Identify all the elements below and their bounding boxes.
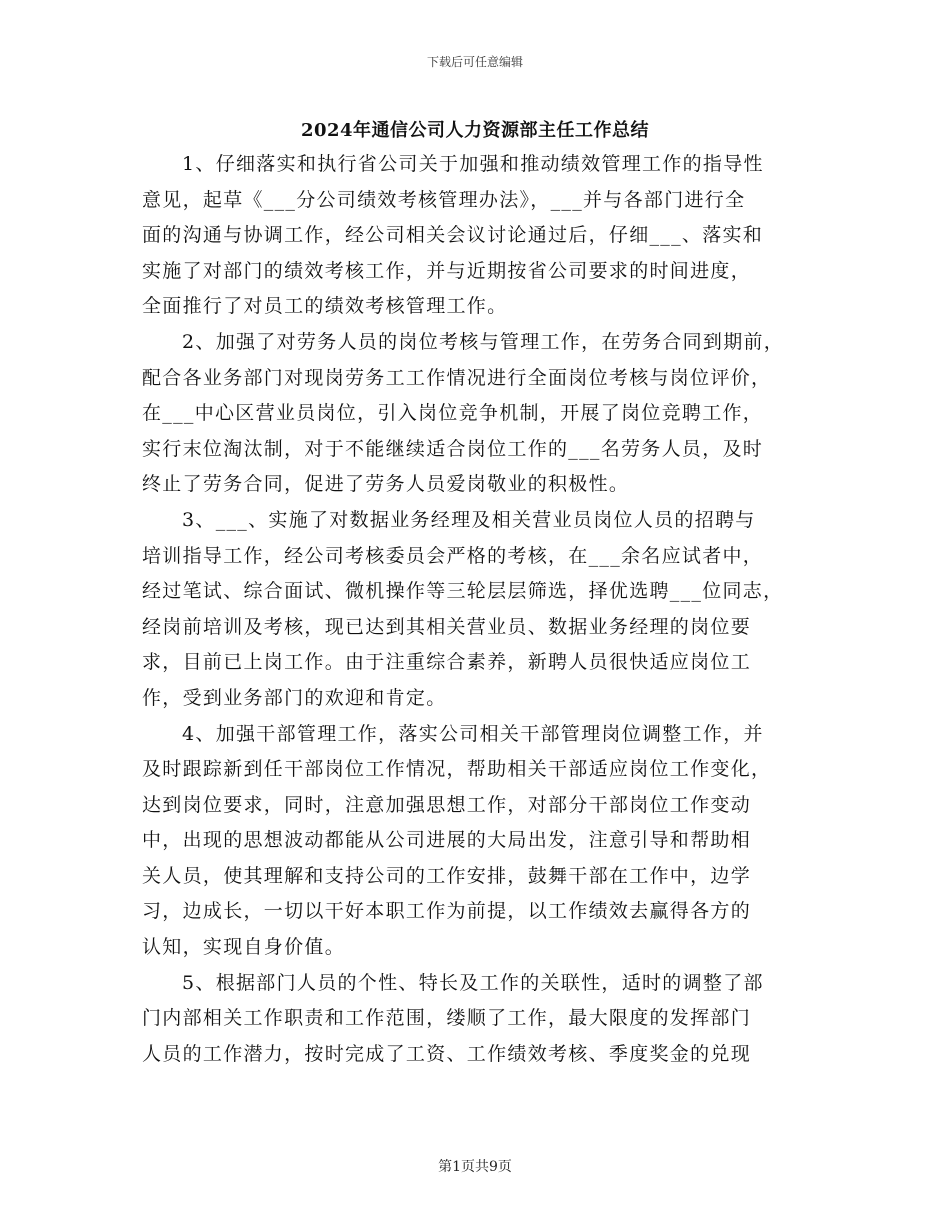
document-body [142, 147, 822, 1072]
paragraph-line: 在___中心区营业员岗位，引入岗位竞争机制，开展了岗位竞聘工作， [142, 402, 764, 425]
paragraph-line: 4、加强干部管理工作，落实公司相关干部管理岗位调整工作，并 [182, 722, 764, 745]
paragraph-3 [142, 503, 822, 717]
paragraph-line: 求，目前已上岗工作。由于注重综合素养，新聘人员很快适应岗位工 [142, 651, 752, 674]
paragraph-5 [142, 966, 822, 1073]
paragraph-line: 实行末位淘汰制，对于不能继续适合岗位工作的___名劳务人员，及时 [142, 437, 764, 460]
paragraph-line: 及时跟踪新到任干部岗位工作情况，帮助相关干部适应岗位工作变化， [142, 758, 772, 781]
paragraph-line: 2、加强了对劳务人员的岗位考核与管理工作，在劳务合同到期前， [182, 330, 785, 353]
paragraph-line: 1、仔细落实和执行省公司关于加强和推动绩效管理工作的指导性 [182, 153, 764, 175]
paragraph-line: 5、根据部门人员的个性、特长及工作的关联性，适时的调整了部 [182, 971, 764, 994]
paragraph-2 [142, 325, 822, 503]
paragraph-line: 全面推行了对员工的绩效考核管理工作。 [142, 295, 508, 318]
header-note: 下载后可任意编辑 [426, 55, 523, 69]
paragraph-line: 认知，实现自身价值。 [142, 936, 346, 959]
paragraph-line: 中，出现的思想波动都能从公司进展的大局出发，注意引导和帮助相 [142, 829, 752, 852]
paragraph-line: 3、___、实施了对数据业务经理及相关营业员岗位人员的招聘与 [182, 508, 756, 531]
paragraph-line: 终止了劳务合同，促进了劳务人员爱岗敬业的积极性。 [142, 473, 630, 496]
paragraph-line: 面的沟通与协调工作，经公司相关会议讨论通过后，仔细___、落实和 [142, 224, 764, 247]
paragraph-line: 培训指导工作，经公司考核委员会严格的考核，在___余名应试者中， [142, 544, 764, 567]
paragraph-line: 作，受到业务部门的欢迎和肯定。 [142, 686, 447, 709]
paragraph-line: 配合各业务部门对现岗劳务工工作情况进行全面岗位考核与岗位评价， [142, 366, 772, 389]
paragraph-line: 人员的工作潜力，按时完成了工资、工作绩效考核、季度奖金的兑现 [142, 1042, 752, 1065]
paragraph-4 [142, 717, 822, 966]
document-title: 2024年通信公司人力资源部主任工作总结 [300, 120, 650, 141]
paragraph-line: 经过笔试、综合面试、微机操作等三轮层层筛选，择优选聘___位同志， [142, 580, 784, 603]
page-footer: 第1页共9页 [438, 1159, 512, 1175]
paragraph-1 [142, 147, 822, 325]
paragraph-line: 实施了对部门的绩效考核工作，并与近期按省公司要求的时间进度， [142, 259, 752, 282]
paragraph-line: 达到岗位要求，同时，注意加强思想工作，对部分干部岗位工作变动 [142, 793, 752, 816]
paragraph-line: 经岗前培训及考核，现已达到其相关营业员、数据业务经理的岗位要 [142, 615, 752, 638]
paragraph-line: 门内部相关工作职责和工作范围，缕顺了工作，最大限度的发挥部门 [142, 1007, 752, 1030]
paragraph-line: 意见，起草《___分公司绩效考核管理办法》，___并与各部门进行全 [142, 188, 746, 211]
paragraph-line: 关人员，使其理解和支持公司的工作安排，鼓舞干部在工作中，边学 [142, 864, 752, 887]
paragraph-line: 习，边成长，一切以干好本职工作为前提，以工作绩效去赢得各方的 [142, 900, 752, 923]
